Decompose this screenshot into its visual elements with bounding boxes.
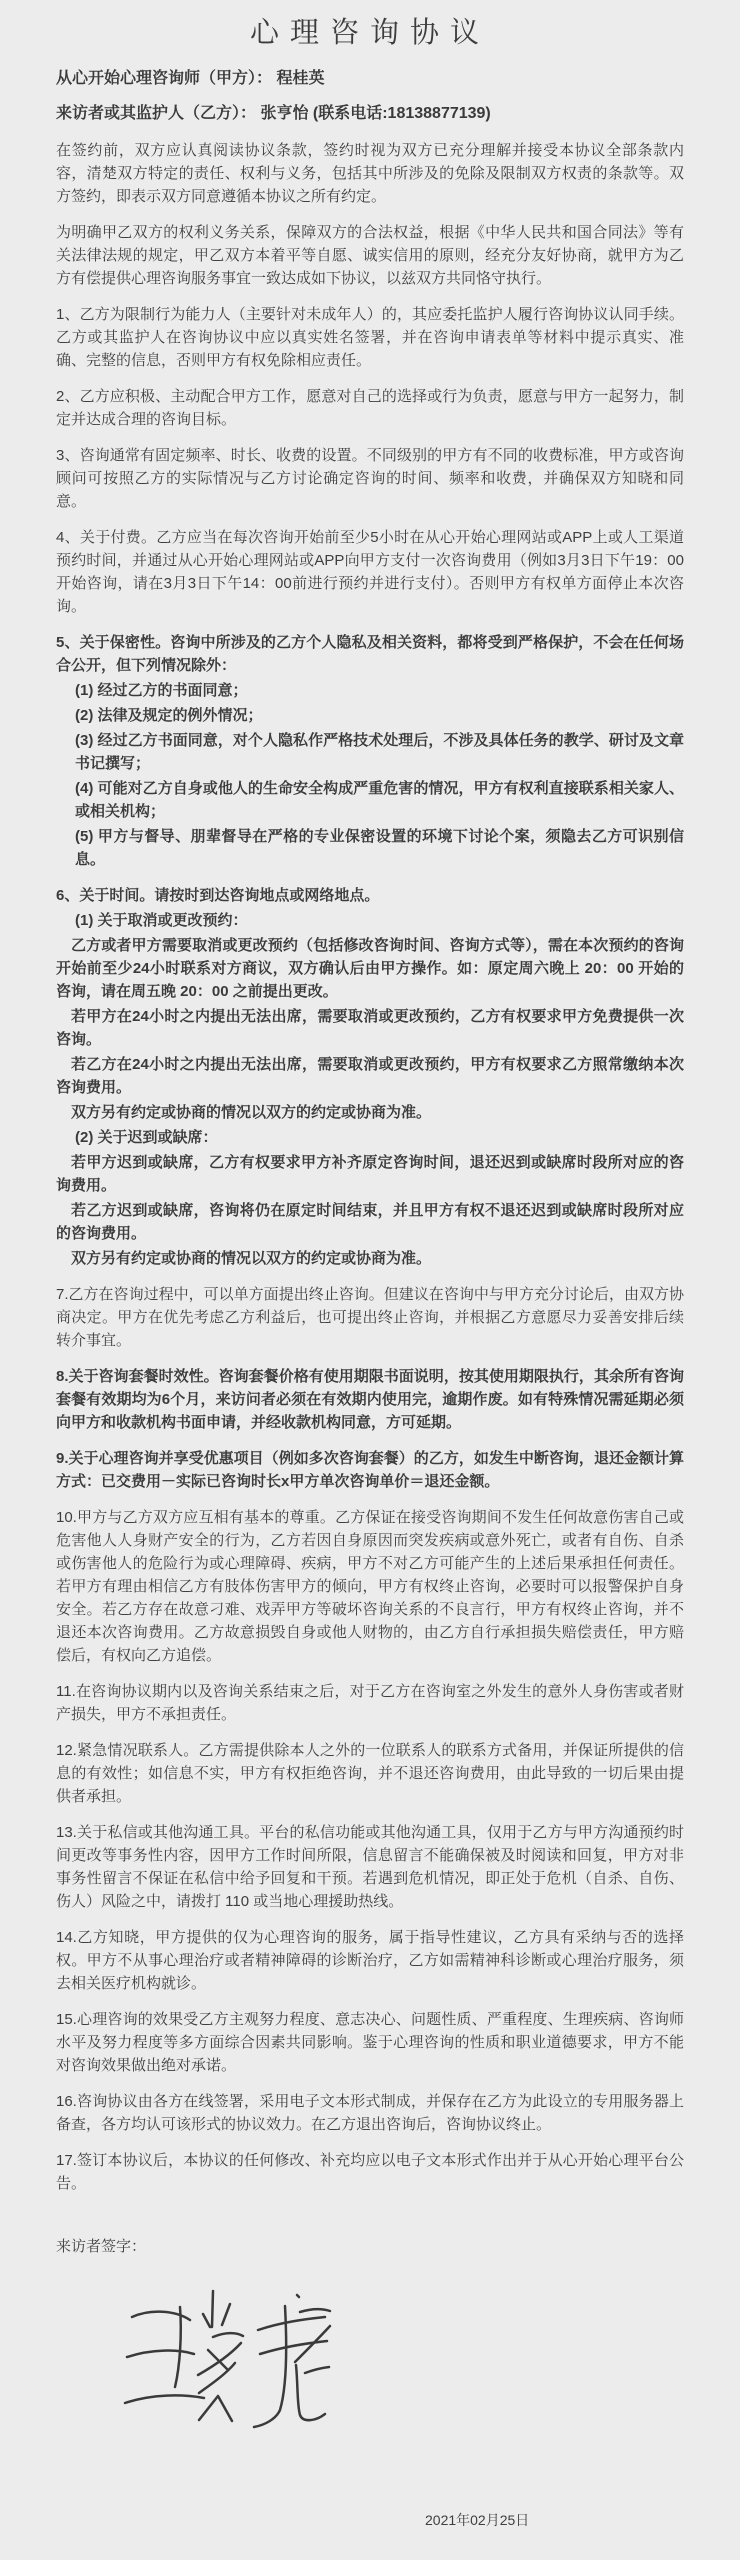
- clause-14: 14.乙方知晓，甲方提供的仅为心理咨询的服务，属于指导性建议，乙方具有采纳与否的选择权。甲方不从事心理治疗或者精神障碍的诊断治疗，乙方如需精神科诊断或心理治疗服务，须去相关医疗机构就诊。: [56, 1929, 684, 1992]
- clause-16: 16.咨询协议由各方在线签署，采用电子文本形式制成，并保存在乙方为此设立的专用服务器上备查，各方均认可该形式的协议效力。在乙方退出咨询后，咨询协议终止。: [56, 2093, 684, 2133]
- signature-date-row: [56, 2510, 684, 2530]
- visitor-signature: [120, 2284, 684, 2436]
- clause-13: 13.关于私信或其他沟通工具。平台的私信功能或其他沟通工具，仅用于乙方与甲方沟通预约时间更改等事务性内容，因甲方工作时间所限，信息留言不能确保被及时阅读和回复，甲方对非事务性留言不保证在私信中给予回复和干预。若遇到危机情况，即正处于危机（自杀、自伤、伤人）风险之中，请拨打 110 或当地心理援助热线。: [56, 1824, 684, 1910]
- clause-6-item-2-line-1: 若甲方迟到或缺席，乙方有权要求甲方补齐原定咨询时间，退还迟到或缺席时段所对应的咨询费用。: [56, 1154, 684, 1194]
- clause-6-item-2-line-3: 双方另有约定或协商的情况以双方的约定或协商为准。: [71, 1250, 432, 1267]
- clause-12: 12.紧急情况联系人。乙方需提供除本人之外的一位联系人的联系方式备用，并保证所提供的信息的有效性；如信息不实，甲方有权拒绝咨询，并不退还咨询费用，由此导致的一切后果由提供者承担。: [56, 1742, 684, 1805]
- clause-6-item-1: (1) 关于取消或更改预约：: [75, 912, 248, 929]
- clause-5-item-2: (2) 法律及规定的例外情况；: [75, 707, 263, 724]
- clause-5: 5、关于保密性。咨询中所涉及的乙方个人隐私及相关资料，都将受到严格保护，不会在任何场合公开，但下列情况除外：: [56, 634, 684, 674]
- clause-5-item-5: (5) 甲方与督导、朋辈督导在严格的专业保密设置的环境下讨论个案，须隐去乙方可识别信息。: [75, 828, 684, 868]
- clause-7: 7.乙方在咨询过程中，可以单方面提出终止咨询。但建议在咨询中与甲方充分讨论后，由双方协商决定。甲方在优先考虑乙方利益后，也可提出终止咨询，并根据乙方意愿尽力妥善安排后续转介事宜。: [56, 1286, 684, 1349]
- clause-10: 10.甲方与乙方双方应互相有基本的尊重。乙方保证在接受咨询期间不发生任何故意伤害自己或危害他人人身财产安全的行为，乙方若因自身原因而突发疾病或意外死亡，或者有自伤、自杀或伤害他人的危险行为或心理障碍、疾病，甲方不对乙方可能产生的上述后果承担任何责任。若甲方有理由相信乙方有肢体伤害甲方的倾向，甲方有权终止咨询，必要时可以报警保护自身安全。若乙方存在故意刁难、戏弄甲方等破坏咨询关系的不良言行，甲方有权终止咨询，并不退还本次咨询费用。乙方故意损毁自身或他人财物的，由乙方自行承担损失赔偿责任，甲方赔偿后，有权向乙方追偿。: [56, 1509, 684, 1664]
- clause-6-item-2-line-2: 若乙方迟到或缺席，咨询将仍在原定时间结束，并且甲方有权不退还迟到或缺席时段所对应的咨询费用。: [56, 1202, 684, 1242]
- clause-6-item-1-line-4: 双方另有约定或协商的情况以双方的约定或协商为准。: [71, 1104, 432, 1121]
- clause-2: 2、乙方应积极、主动配合甲方工作，愿意对自己的选择或行为负责，愿意与甲方一起努力，制定并达成合理的咨询目标。: [56, 388, 684, 428]
- clause-5-item-3: (3) 经过乙方书面同意，对个人隐私作严格技术处理后，不涉及具体任务的教学、研讨及文章书记撰写；: [75, 732, 684, 772]
- intro-paragraph-1: 在签约前，双方应认真阅读协议条款，签约时视为双方已充分理解并接受本协议全部条款内容，清楚双方特定的责任、权利与义务，包括其中所涉及的免除及限制双方权责的条款等。双方签约，即表示双方同意遵循本协议之所有约定。: [56, 142, 684, 205]
- clause-8: 8.关于咨询套餐时效性。咨询套餐价格有使用期限书面说明，按其使用期限执行，其余所有咨询套餐有效期均为6个月，来访问者必须在有效期内使用完，逾期作废。如有特殊情况需延期必须向甲方和收款机构书面申请，并经收款机构同意，方可延期。: [56, 1368, 684, 1431]
- clause-4: 4、关于付费。乙方应当在每次咨询开始前至少5小时在从心开始心理网站或APP上或人工渠道预约时间，并通过从心开始心理网站或APP向甲方支付一次咨询费用（例如3月3日下午19：00开始咨询，请在3月3日下午14：00前进行预约并进行支付）。否则甲方有权单方面停止本次咨询。: [56, 529, 684, 615]
- party-b-line: 来访者或其监护人（乙方）： 张亨怡 (联系电话:18138877139): [56, 105, 491, 122]
- clause-3: 3、咨询通常有固定频率、时长、收费的设置。不同级别的甲方有不同的收费标准，甲方或咨询顾问可按照乙方的实际情况与乙方讨论确定咨询的时间、频率和收费，并确保双方知晓和同意。: [56, 447, 684, 510]
- visitor-signature-label: 来访者签字：: [56, 2238, 147, 2255]
- clause-6-item-1-line-1: 乙方或者甲方需要取消或更改预约（包括修改咨询时间、咨询方式等），需在本次预约的咨询开始前至少24小时联系对方商议，双方确认后由甲方操作。如：原定周六晚上 20：00 开始的咨询，请在周五晚 20：00 之前提出更改。: [56, 937, 684, 1000]
- clause-9: 9.关于心理咨询并享受优惠项目（例如多次咨询套餐）的乙方，如发生中断咨询，退还金额计算方式：已交费用－实际已咨询时长x甲方单次咨询单价＝退还金额。: [56, 1450, 684, 1490]
- clause-6-item-2: (2) 关于迟到或缺席：: [75, 1129, 218, 1146]
- page-title: 心理咨询协议: [249, 17, 490, 49]
- clause-17: 17.签订本协议后，本协议的任何修改、补充均应以电子文本形式作出并于从心开始心理平台公告。: [56, 2152, 684, 2192]
- party-a-line: 从心开始心理咨询师（甲方）： 程桂英: [56, 70, 325, 87]
- clause-1: 1、乙方为限制行为能力人（主要针对未成年人）的，其应委托监护人履行咨询协议认同手续。乙方或其监护人在咨询协议中应以真实姓名签署，并在咨询申请表单等材料中提示真实、准确、完整的信息，否则甲方有权免除相应责任。: [56, 306, 684, 369]
- intro-paragraph-2: 为明确甲乙双方的权利义务关系，保障双方的合法权益，根据《中华人民共和国合同法》等有关法律法规的规定，甲乙双方本着平等自愿、诚实信用的原则，经充分友好协商，就甲方为乙方有偿提供心理咨询服务事宜一致达成如下协议，以兹双方共同恪守执行。: [56, 224, 684, 287]
- clause-5-item-1: (1) 经过乙方的书面同意；: [75, 682, 248, 699]
- clause-11: 11.在咨询协议期内以及咨询关系结束之后，对于乙方在咨询室之外发生的意外人身伤害或者财产损失，甲方不承担责任。: [56, 1683, 684, 1723]
- clause-6-item-1-line-2: 若甲方在24小时之内提出无法出席，需要取消或更改预约，乙方有权要求甲方免费提供一次咨询。: [56, 1008, 684, 1048]
- clause-15: 15.心理咨询的效果受乙方主观努力程度、意志决心、问题性质、严重程度、生理疾病、咨询师水平及努力程度等多方面综合因素共同影响。鉴于心理咨询的性质和职业道德要求，甲方不能对咨询效果做出绝对承诺。: [56, 2011, 684, 2074]
- clause-6: 6、关于时间。请按时到达咨询地点或网络地点。: [56, 887, 380, 904]
- signature-date: 2021年02月25日: [425, 2512, 530, 2528]
- clause-5-item-4: (4) 可能对乙方自身或他人的生命安全构成严重危害的情况，甲方有权利直接联系相关家人、或相关机构；: [75, 780, 684, 820]
- clause-6-item-1-line-3: 若乙方在24小时之内提出无法出席，需要取消或更改预约，甲方有权要求乙方照常缴纳本次咨询费用。: [56, 1056, 684, 1096]
